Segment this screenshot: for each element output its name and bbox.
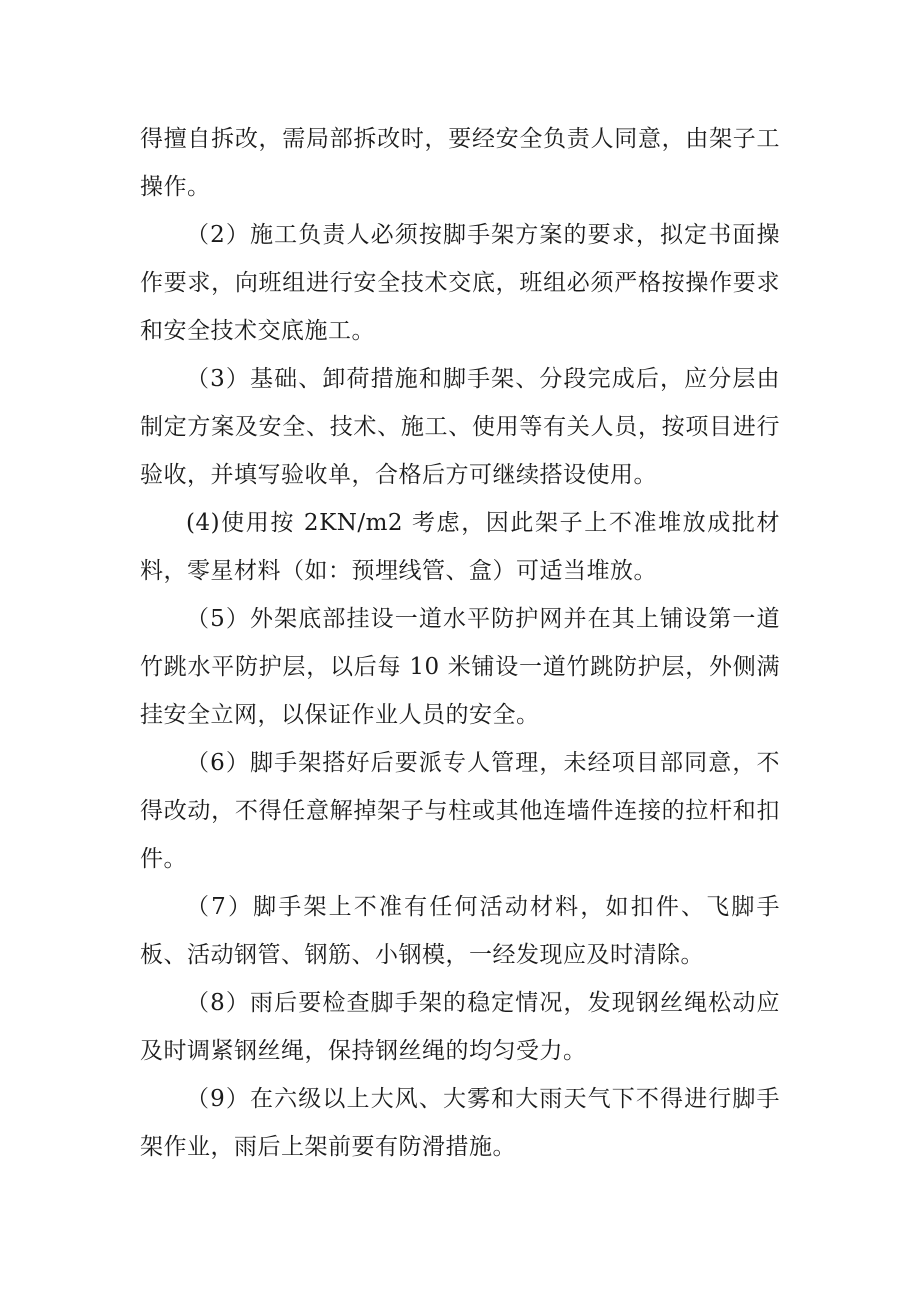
paragraph-item-6: （6）脚手架搭好后要派专人管理，未经项目部同意，不得改动，不得任意解掉架子与柱或其他连墙件连接的拉杆和扣件。 [140, 750, 780, 872]
paragraph-item-8: （8）雨后要检查脚手架的稳定情况，发现钢丝绳松动应及时调紧钢丝绳，保持钢丝绳的均匀受力。 [140, 990, 780, 1064]
paragraph-item-5: （5）外架底部挂设一道水平防护网并在其上铺设第一道竹跳水平防护层，以后每 10 米铺设一道竹跳防护层，外侧满挂安全立网，以保证作业人员的安全。 [140, 606, 780, 728]
paragraph-continuation: 得擅自拆改，需局部拆改时，要经安全负责人同意，由架子工操作。 [140, 126, 780, 200]
paragraph-item-4: (4)使用按 2KN/m2 考虑，因此架子上不准堆放成批材料，零星材料（如：预埋线管、盒）可适当堆放。 [140, 510, 780, 584]
paragraph-item-2: （2）施工负责人必须按脚手架方案的要求，拟定书面操作要求，向班组进行安全技术交底，班组必须严格按操作要求和安全技术交底施工。 [140, 222, 780, 344]
paragraph-item-3: （3）基础、卸荷措施和脚手架、分段完成后，应分层由制定方案及安全、技术、施工、使用等有关人员，按项目进行验收，并填写验收单，合格后方可继续搭设使用。 [140, 366, 780, 488]
document-body [140, 115, 780, 1171]
paragraph-item-7: （7）脚手架上不准有任何活动材料，如扣件、飞脚手板、活动钢管、钢筋、小钢模，一经发现应及时清除。 [140, 894, 780, 968]
paragraph-item-9: （9）在六级以上大风、大雾和大雨天气下不得进行脚手架作业，雨后上架前要有防滑措施。 [140, 1086, 780, 1160]
